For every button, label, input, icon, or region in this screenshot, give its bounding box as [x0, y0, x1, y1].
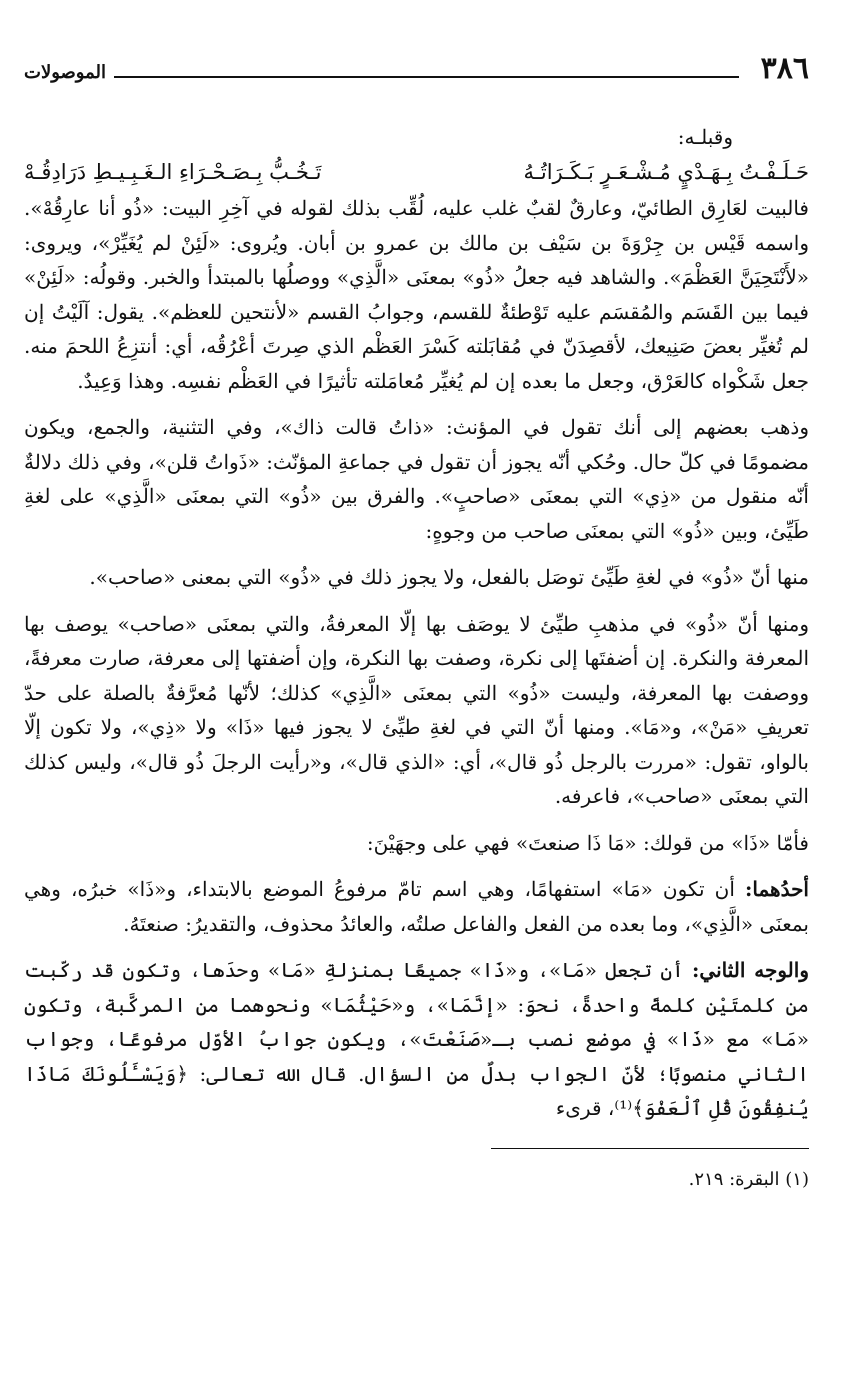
- paragraph: [24, 410, 809, 548]
- paragraph-lead: والوجه الثاني:: [692, 958, 809, 982]
- paragraph: [24, 872, 809, 941]
- paragraph: [24, 953, 809, 1126]
- paragraph-text: فأمّا «ذَا» من قولك: «مَا ذَا صنعتَ» فهي على وجهَيْنَ:: [366, 830, 809, 855]
- paragraph-text: فالبيت لعَارِق الطائيّ، وعارقٌ لقبٌ غلب عليه، لُقِّب بذلك لقوله في آخِرِ البيت: «ذُو أنا عارِقُهْ». واسمه قَيْس بن جِرْوَةَ بن سَيْف بن مالك بن عمرو بن أبان. ويُروى: «لَئِنْ لم يُغَيِّرْ»، ويروى: «لأَنْتَحِيَنَّ العَظْمَ». والشاهد فيه جعلُ «ذُو» بمعنَى «الَّذِي» ووصلُها بالمبتدأ والخبر. وقولُه: «لَئِنْ» فيما بين القَسَم والمُقسَم عليه تَوْطئةٌ للقسم، وجوابُ القسم «لأنتحين للعظم». يقول: آلَيْتُ إن لم تُغيِّر بعضَ صَنِيعك، لأقصِدَنّ في مُقابَلته كَسْرَ العَظْم الذي صِرتَ أعْرُقُه، أي: أنتزِعُ اللحمَ منه. جعل شَكْواه كالعَرْق، وجعل ما بعده إن لم يُغيِّر مُعامَلته تأثيرًا في العَظْم نفسِه. وهذا وَعِيدٌ.: [24, 196, 809, 393]
- paragraph-lead: أحدُهما:: [744, 877, 809, 901]
- page-number: ٣٨٦: [760, 51, 809, 86]
- verse-second-hemistich: تَـخُـبُّ بِـصَـحْـرَاءِ الـغَـبِـيـطِ دَرَادِقُـهْ: [24, 159, 322, 184]
- header-rule: [114, 76, 739, 78]
- verse-first-hemistich: حَـلَـفْـتُ بِـهَـدْيٍ مُـشْـعَـرٍ بَـكَـرَاتُـهُ: [523, 159, 809, 184]
- book-page: [24, 44, 809, 1374]
- paragraph-text: أن تجعل «مَا»، و«ذَا» جميعًا بمنزلةِ «مَا» وحدَها، وتكون قد ركّبت من كلمتَيْن كلمةً واحدةً، نحوَ: «إنَّمَا»، و«حَيْثُمَا» ونحوهما من المركَّبة، وتكون «مَا» مع «ذَا» في موضع نصب بـ«صَنَعْتَ»، ويكون جوابُ الأوّل مرفوعًا، وجواب الثاني منصوبًا؛ لأنّ الجواب بدلٌ من السؤال. قال الله تعالى: ﴿وَيَسْـَٔلُونَكَ مَاذَا يُنفِقُونَ قُلِ ٱلْعَفْوَ﴾⁽¹⁾، قرىء: [24, 958, 809, 1120]
- paragraph: [24, 607, 809, 814]
- verse-intro: وقبلـه:: [677, 125, 733, 149]
- paragraph-text: وذهب بعضهم إلى أنك تقول في المؤنث: «ذاتُ قالت ذاك»، وفي التثنية، والجمع، ويكون مضمومًا في كلّ حال. وحُكي أنّه يجوز أن تقول في جماعةِ المؤنّث: «ذَواتُ قلن»، وفي ذلك دلالةٌ أنّه منقول من «ذِي» التي بمعنَى «صاحبٍ». والفرق بين «ذُو» التي بمعنَى «الَّذِي» على لغةِ طَيِّئ، وبين «ذُو» التي بمعنَى صاحب من وجوهٍ:: [24, 415, 809, 543]
- page-header: [24, 44, 809, 84]
- footnote: (١) البقرة: ٢١٩.: [688, 1168, 809, 1190]
- paragraph-text: ومنها أنّ «ذُو» في مذهبِ طيِّئ لا يوصَف بها إلّا المعرفةُ، والتي بمعنَى «صاحب» يوصف بها المعرفة والنكرة. إن أضفتَها إلى نكرة، وصفت بها النكرة، وإن أضفتها إلى معرفة، صارت معرفةً، ووصفت بها المعرفة، وليست «ذُو» التي بمعنَى «الَّذِي» كذلك؛ لأنّها مُعرَّفةٌ بالصلة على حدّ تعريفِ «مَنْ»، و«مَا». ومنها أنّ التي في لغةِ طيِّئ لا يجوز فيها «ذَا» ولا «ذِي»، ولا تكون إلّا بالواو، تقول: «مررت بالرجل ذُو قال»، أي: «الذي قال»، و«رأيت الرجلَ ذُو قال»، وليس كذلك التي بمعنَى «صاحب»، فاعرفه.: [24, 611, 809, 808]
- footnote-rule: [491, 1148, 809, 1149]
- paragraph: [24, 191, 809, 398]
- paragraph-text: منها أنّ «ذُو» في لغةِ طَيِّئ توصَل بالفعل، ولا يجوز ذلك في «ذُو» التي بمعنى «صاحب».: [89, 565, 809, 589]
- paragraph: [24, 826, 809, 861]
- paragraph-text: أن تكون «مَا» استفهامًا، وهي اسم تامّ مرفوعُ الموضع بالابتداء، و«ذَا» خبرُه، وهي بمعنَى «الَّذِي»، وما بعده من الفعل والفاعل صلتُه، والعائدُ محذوف، والتقديرُ: صنعتَهُ.: [24, 877, 809, 936]
- poetry-verse: [24, 155, 809, 190]
- page-body: [24, 120, 809, 1126]
- chapter-title: الموصولات: [24, 62, 106, 83]
- paragraph: [24, 560, 809, 595]
